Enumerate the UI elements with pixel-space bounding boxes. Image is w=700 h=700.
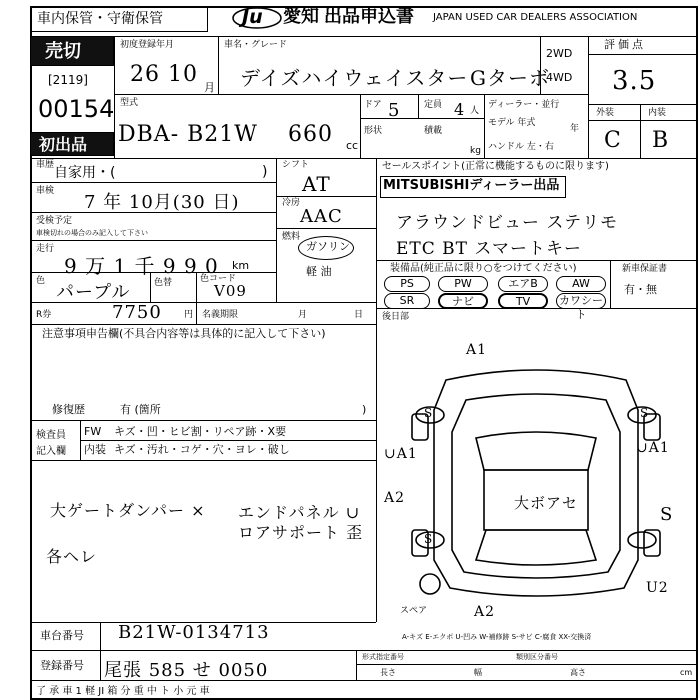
- first-listing-badge: [30, 132, 114, 156]
- type-value: DBA- B21W: [118, 122, 258, 147]
- score-label: 評価点: [604, 38, 646, 51]
- class-label: 類別区分番号: [516, 653, 558, 661]
- mark-u2: U2: [646, 580, 669, 596]
- repair-label: 修復歴: [52, 403, 85, 416]
- equipment-label: 装備品(純正品に限り○をつけてください): [390, 263, 577, 274]
- inspector-label: 検査員 記入欄: [36, 430, 66, 457]
- fw-label: FW: [84, 425, 102, 438]
- int-label: 内装: [648, 108, 667, 118]
- dims-label: 形式指定番号: [362, 653, 404, 661]
- use-value: 自家用・(: [54, 165, 116, 181]
- recycle-value: 7750: [112, 302, 162, 323]
- note-handwritten-3: ロアサポート 歪: [238, 523, 364, 542]
- chassis-value: B21W-0134713: [118, 622, 270, 643]
- mark-a1-top: A1: [466, 342, 488, 358]
- kg-unit: kg: [470, 146, 481, 156]
- equipment-item: カワシート: [556, 293, 606, 309]
- color-value: パープル: [56, 282, 131, 303]
- equipment-item: SR: [384, 293, 430, 309]
- equipment-item: PS: [384, 276, 430, 292]
- receive-note: 車検切れの場合のみ記入して下さい: [36, 229, 148, 237]
- mark-s-3: S: [424, 532, 434, 546]
- capacity-label: 定員: [424, 100, 443, 110]
- dealer-label: ディーラー・並行: [488, 100, 560, 110]
- fuel-light: 軽 油: [306, 265, 332, 278]
- width-label: 幅: [474, 668, 482, 677]
- damage-legend: A-キズ E-エクボ U-凹み W-補修跡 S-サビ C-腐食 XX-交換済: [402, 633, 592, 641]
- aircon-label: 冷房: [282, 198, 301, 208]
- 4wd-option: 4WD: [546, 71, 573, 84]
- footer-row: 了 承 車 1 軽 JI 箱 分 重 中 ト 小 元 車: [36, 686, 210, 697]
- km-unit: km: [232, 259, 250, 272]
- shift-value: AT: [302, 172, 331, 196]
- recycle-yen: 円: [184, 310, 194, 320]
- model-value: デイズハイウェイスター: [240, 66, 469, 90]
- ext-label: 外装: [596, 108, 615, 118]
- transfer-month: 月: [298, 310, 308, 320]
- capacity-value: 4: [454, 100, 466, 119]
- height-label: 高さ: [570, 668, 586, 677]
- door-label: ドア: [364, 100, 382, 110]
- sold-label: 売切: [45, 41, 81, 62]
- color-label: 色: [36, 276, 46, 286]
- transfer-day: 日: [354, 310, 364, 320]
- int-value: B: [652, 128, 670, 153]
- month-suffix: 月: [204, 81, 215, 94]
- storage-box: [30, 6, 208, 32]
- 2wd-option: 2WD: [546, 47, 573, 60]
- mark-a1-left: ∪A1: [384, 446, 418, 462]
- length-label: 長さ: [380, 668, 396, 677]
- mark-s-2: S: [640, 406, 650, 420]
- equipment-item: TV: [498, 293, 548, 309]
- interior-items: キズ・汚れ・コゲ・穴・ヨレ・破し: [114, 443, 290, 456]
- form-title: 出品申込書: [324, 6, 414, 27]
- plate-label: 登録番号: [40, 659, 84, 672]
- repaint-label: 色替: [154, 278, 173, 288]
- equipment-item: AW: [556, 276, 606, 292]
- mark-s-4: S: [660, 504, 674, 525]
- ju-logo: [232, 6, 282, 30]
- model-year-label: モデル 年式: [488, 118, 536, 128]
- aircon-value: AAC: [300, 206, 343, 227]
- use-close-paren: ): [262, 164, 268, 180]
- mark-a2-bottom: A2: [474, 604, 496, 620]
- shape-label: 形状: [364, 126, 383, 136]
- mark-a2-left: A2: [384, 490, 406, 506]
- cc-unit: cc: [346, 139, 359, 152]
- model-label: 車名・グレード: [224, 40, 288, 50]
- transfer-label: 名義期限: [202, 310, 239, 320]
- sales-points-label: セールスポイント(正常に機能するものに限ります): [382, 161, 609, 172]
- shaken-value: 7 年 10月(30 日): [84, 192, 240, 213]
- fuel-petrol: ガソリン: [306, 240, 350, 253]
- grade-value: Gターボ: [470, 66, 550, 90]
- warranty-label: 新車保証書: [622, 264, 668, 274]
- org-name: 愛知: [283, 6, 319, 27]
- note-handwritten-1: 大ゲートダンパー ×: [50, 501, 206, 520]
- repair-close-paren: ): [362, 403, 367, 416]
- ju-logo-text: Ju: [242, 6, 263, 28]
- first-reg-value: 26 10: [130, 62, 198, 87]
- recycle-label: R券: [36, 310, 52, 320]
- mileage-value: 9 万 1 千 9 9 0: [64, 254, 219, 278]
- storage-label: 車内保管・守衛保管: [37, 11, 163, 27]
- interior-label: 内装: [84, 443, 106, 456]
- shaken-label: 車検: [36, 186, 55, 196]
- warranty-value: 有・無: [624, 283, 657, 296]
- equipment-item: PW: [438, 276, 488, 292]
- equipment-item: エアB: [498, 276, 548, 292]
- mileage-label: 走行: [36, 244, 55, 254]
- chassis-label: 車台番号: [40, 629, 84, 642]
- caution-label: 注意事項申告欄(不具合内容等は具体的に記入して下さい): [42, 327, 326, 340]
- dealer-banner-text: MITSUBISHIディーラー出品: [383, 178, 560, 193]
- sales-line-1: アラウンドビュー ステリモ: [396, 213, 619, 233]
- score-value: 3.5: [612, 66, 657, 96]
- first-reg-label: 初度登録年月: [120, 40, 175, 50]
- plate-value: 尾張 585 せ 0050: [104, 660, 269, 681]
- ext-value: C: [604, 128, 622, 153]
- mark-s-1: S: [424, 406, 434, 420]
- after-label: 後日部: [382, 312, 410, 322]
- handle-label: ハンドル 左・右: [488, 142, 554, 152]
- mark-a1-right: ∪A1: [636, 440, 670, 456]
- equipment-item: ナビ: [438, 293, 488, 309]
- cm-unit: cm: [680, 668, 693, 677]
- type-label: 型式: [120, 98, 139, 108]
- shift-label: シフト: [282, 160, 310, 170]
- sales-line-2: ETC BT スマートキー: [396, 239, 583, 259]
- use-label: 車歴: [36, 160, 55, 170]
- sold-badge: [30, 36, 114, 66]
- center-note: 大ボアセ: [514, 494, 578, 512]
- cc-value: 660: [288, 122, 333, 147]
- receive-label: 受検予定: [36, 216, 73, 226]
- repair-value: 有 (箇所: [120, 403, 161, 416]
- note-handwritten-2: エンドパネル ∪: [238, 503, 361, 522]
- fuel-label: 燃料: [282, 232, 301, 242]
- lot-code: [2119]: [48, 73, 88, 87]
- color-code-label: 色コード: [200, 274, 237, 284]
- lot-number: 00154: [38, 95, 115, 123]
- door-value: 5: [388, 100, 401, 121]
- dealer-banner: [380, 176, 566, 198]
- note-handwritten-4: 各ヘレ: [46, 547, 98, 566]
- fw-items: キズ・凹・ヒビ割・リペア跡・X要: [114, 425, 287, 438]
- load-label: 積載: [424, 126, 443, 136]
- first-listing-label: 初出品: [39, 135, 88, 154]
- color-code-value: V09: [214, 282, 247, 300]
- spare-label: スペア: [400, 606, 428, 616]
- year-unit: 年: [570, 124, 580, 134]
- assoc-name: JAPAN USED CAR DEALERS ASSOCIATION: [433, 12, 638, 23]
- capacity-unit: 人: [470, 106, 480, 116]
